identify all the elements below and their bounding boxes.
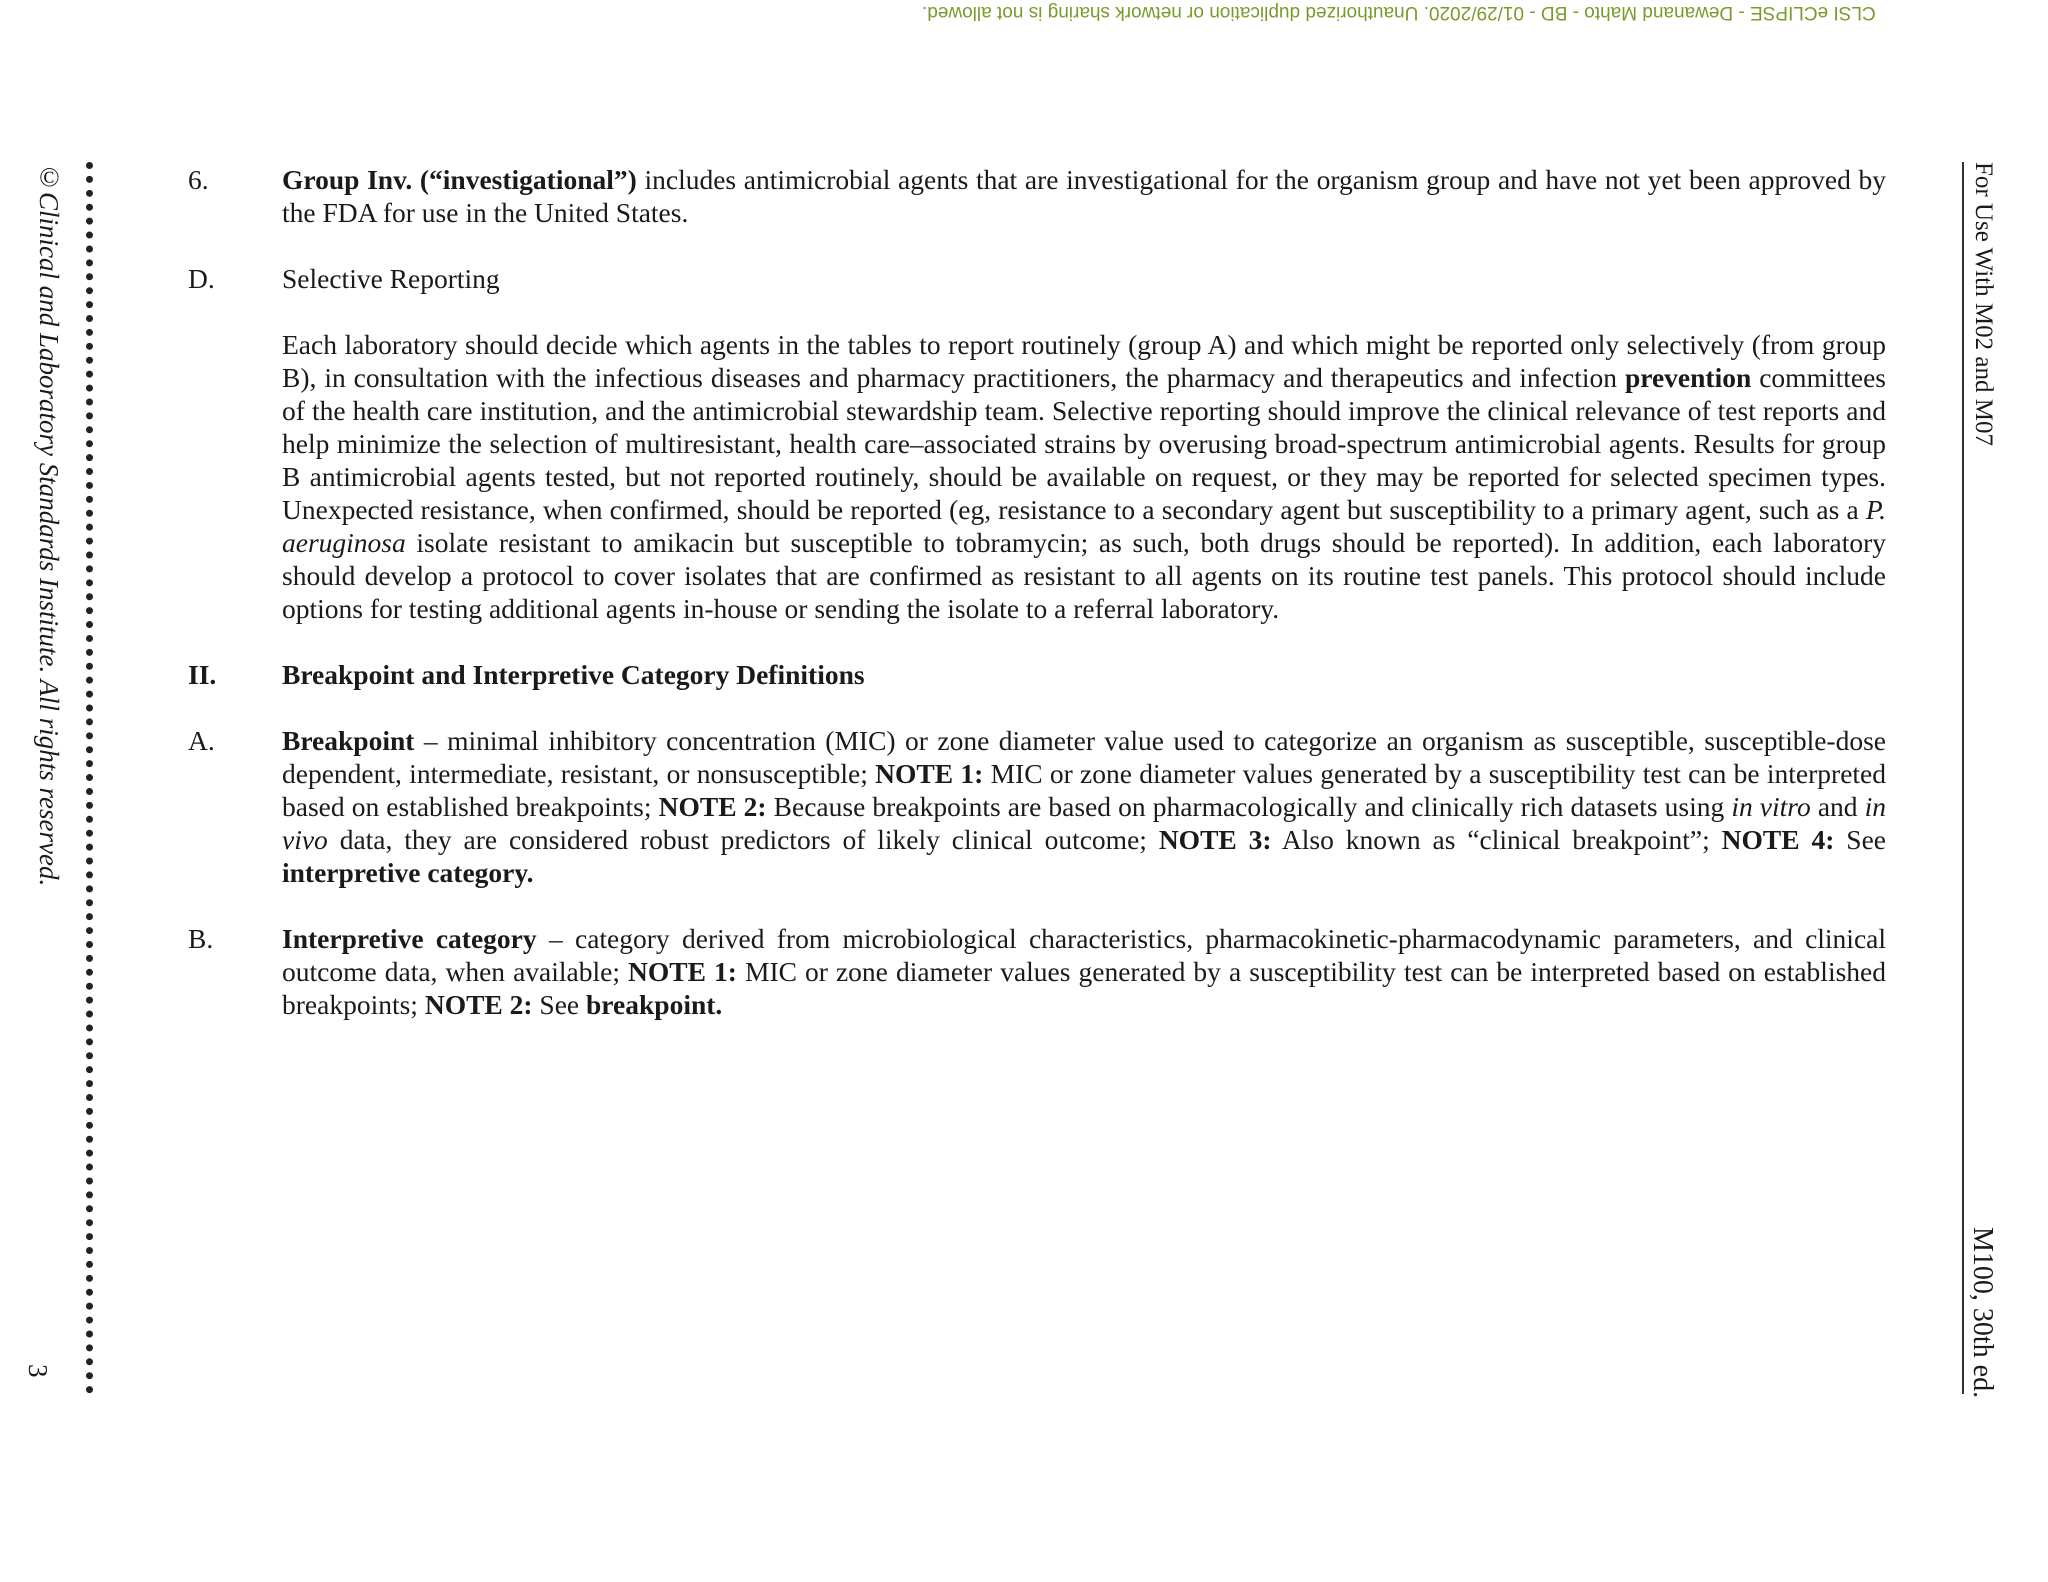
section-marker: D. bbox=[188, 263, 215, 294]
text-run: includes antimicrobial agents that are investigational for the organism group and have not yet been approved by the FDA for use in the United States. bbox=[282, 164, 1886, 228]
italic-run: in vivo bbox=[282, 791, 1887, 855]
item-marker: B. bbox=[188, 923, 214, 954]
note-label: NOTE 4: bbox=[1721, 824, 1835, 855]
text-run: and bbox=[1810, 791, 1865, 822]
definition-breakpoint bbox=[188, 724, 1886, 889]
note-label: NOTE 2: bbox=[658, 791, 767, 822]
list-item-6 bbox=[188, 163, 1886, 229]
section-title: Selective Reporting bbox=[282, 263, 500, 294]
term: Group Inv. (“investigational”) bbox=[282, 164, 637, 195]
note-label: NOTE 1: bbox=[628, 956, 737, 987]
section-marker: II. bbox=[188, 659, 217, 690]
item-marker: A. bbox=[188, 725, 215, 756]
bold-run: prevention bbox=[1624, 362, 1752, 393]
cross-reference: breakpoint. bbox=[586, 989, 723, 1020]
text-run: – category derived from microbiological characteristics, pharmacokinetic-pharmacodynamic parameters, and clinical outcome data, when available; bbox=[282, 923, 1886, 987]
definition-text bbox=[282, 724, 1886, 889]
text-run: isolate resistant to amikacin but susceptible to tobramycin; as such, both drugs should be reported). In addition, each laboratory should develop a protocol to cover isolates that are confirmed as resistant to all agents on its routine test panels. This protocol should include options for testing additional agents in-house or sending the isolate to a referral laboratory. bbox=[282, 527, 1886, 624]
text-run: See bbox=[532, 989, 587, 1020]
note-label: NOTE 1: bbox=[875, 758, 984, 789]
text-run: MIC or zone diameter values generated by a susceptibility test can be interpreted based on established breakpoints; bbox=[282, 956, 1886, 1020]
term: Interpretive category bbox=[282, 923, 537, 954]
watermark-text: CLSI eCLIPSE - Dewanand Mahto - BD - 01/29/2020. Unauthorized duplication or network sharing is not allowed. bbox=[922, 2, 1876, 23]
text-run: Because breakpoints are based on pharmacologically and clinically rich datasets using bbox=[766, 791, 1732, 822]
left-rail bbox=[20, 162, 100, 1394]
italic-run: P. aeruginosa bbox=[282, 494, 1886, 558]
term: Breakpoint bbox=[282, 725, 415, 756]
page-number: 3 bbox=[23, 1364, 53, 1378]
note-label: NOTE 3: bbox=[1158, 824, 1272, 855]
document-body bbox=[188, 163, 1886, 1054]
section-ii-heading bbox=[188, 658, 1886, 691]
cross-reference: interpretive category. bbox=[282, 857, 534, 888]
text-run: Each laboratory should decide which agents in the tables to report routinely (group A) and which might be reported only selectively (from group B), in consultation with the infectious diseases and pharmacy practitioners, the pharmacy and therapeutics and infection bbox=[282, 329, 1886, 393]
definition-interpretive-category bbox=[188, 922, 1886, 1021]
italic-run: in vitro bbox=[1731, 791, 1811, 822]
definition-text bbox=[282, 922, 1886, 1021]
copyright-notice: ©Clinical and Laboratory Standards Institute. All rights reserved. bbox=[34, 162, 64, 887]
running-header: For Use With M02 and M07 bbox=[1970, 162, 1997, 446]
text-run: Also known as “clinical breakpoint”; bbox=[1271, 824, 1722, 855]
item-text bbox=[282, 163, 1886, 229]
header-rule bbox=[1962, 162, 1964, 1394]
document-edition: M100, 30th ed. bbox=[1967, 1227, 1998, 1399]
text-run: MIC or zone diameter values generated by a susceptibility test can be interpreted based on established breakpoints; bbox=[282, 758, 1886, 822]
section-d-heading bbox=[188, 262, 1886, 295]
text-run: See bbox=[1834, 824, 1887, 855]
selective-reporting-paragraph bbox=[282, 328, 1886, 625]
text-run: data, they are considered robust predictors of likely clinical outcome; bbox=[327, 824, 1159, 855]
right-rail bbox=[1960, 162, 2010, 1399]
note-label: NOTE 2: bbox=[424, 989, 533, 1020]
dotted-divider bbox=[86, 162, 93, 1394]
text-run: committees of the health care institution, and the antimicrobial stewardship team. Selective reporting should improve the clinical relevance of test reports and help minimize the selection of multiresistant, health care–associated strains by overusing broad-spectrum antimicrobial agents. Results for group B antimicrobial agents tested, but not reported routinely, should be available on request, or they may be reported for selected specimen types. Unexpected resistance, when confirmed, should be reported (eg, resistance to a secondary agent but susceptibility to a primary agent, such as a bbox=[282, 362, 1886, 525]
item-marker: 6. bbox=[188, 164, 209, 195]
section-title: Breakpoint and Interpretive Category Definitions bbox=[282, 659, 865, 690]
text-run: – minimal inhibitory concentration (MIC) or zone diameter value used to categorize an organism as susceptible, susceptible-dose dependent, intermediate, resistant, or nonsusceptible; bbox=[282, 725, 1886, 789]
